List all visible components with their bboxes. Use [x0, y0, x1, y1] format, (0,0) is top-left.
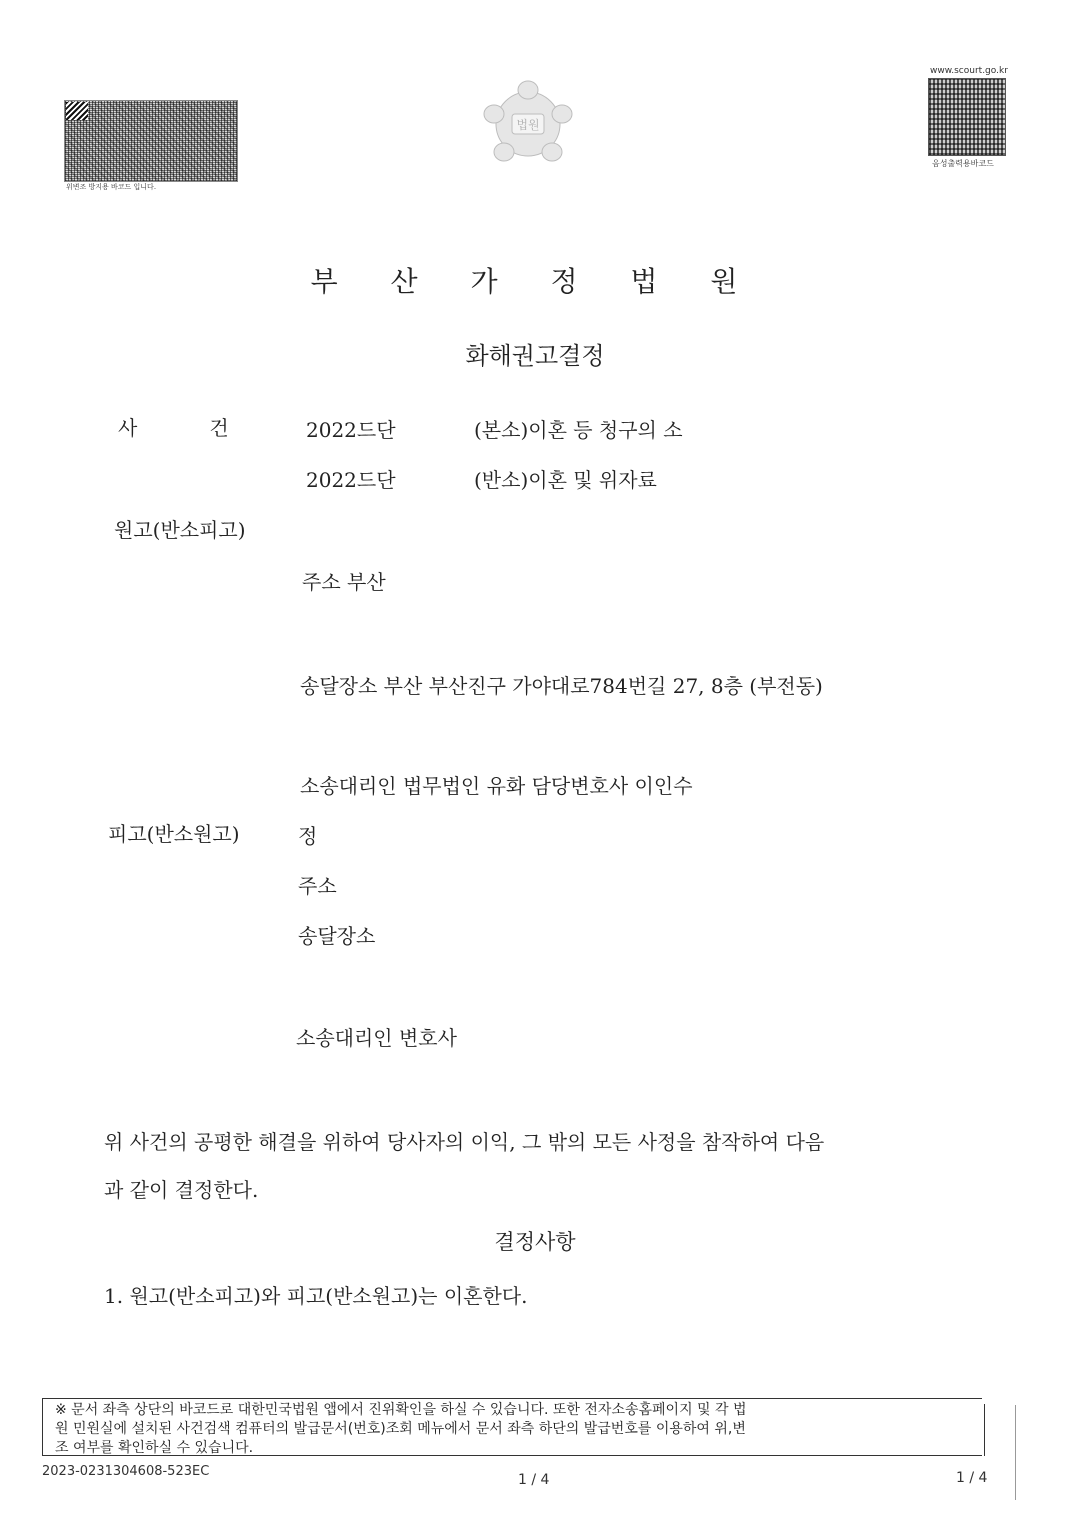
case-name-2: (반소)이혼 및 위자료: [474, 468, 657, 492]
case-label-char-2: 건: [209, 416, 229, 440]
notice-line-2: 원 민원실에 설치된 사건검색 컴퓨터의 발급문서(번호)조회 메뉴에서 문서 좌측 하단의 발급번호를 이용하여 위,변: [55, 1421, 746, 1437]
case-number-2: 2022드단: [306, 468, 396, 492]
court-emblem-icon: [472, 78, 584, 174]
case-label-char-1: 사: [118, 416, 138, 440]
decision-item-1: 1. 원고(반소피고)와 피고(반소원고)는 이혼한다.: [104, 1284, 528, 1308]
verification-notice: [42, 1398, 982, 1456]
body-line-1: 위 사건의 공평한 해결을 위하여 당사자의 이익, 그 밖의 모든 사정을 참작하여 다음: [104, 1130, 825, 1154]
case-label: [118, 412, 229, 441]
case-name-1: (본소)이혼 등 청구의 소: [474, 418, 683, 442]
case-number-1: 2022드단: [306, 418, 396, 442]
defendant-name: 정: [298, 824, 318, 848]
emblem-text: 법원: [516, 118, 540, 132]
voice-output-qr-code: [928, 78, 1006, 156]
court-name: 부 산 가 정 법 원: [310, 265, 760, 298]
barcode-caption: 위변조 방지용 바코드 입니다.: [66, 183, 157, 191]
barcode-corner-mark: [66, 102, 88, 120]
plaintiff-counsel: 소송대리인 법무법인 유화 담당변호사 이인수: [300, 774, 693, 798]
document-title: 화해권고결정: [465, 342, 605, 370]
qr-caption: 음성출력용바코드: [932, 159, 994, 168]
plaintiff-label: 원고(반소피고): [114, 518, 246, 542]
anti-forgery-barcode: [64, 100, 238, 182]
scan-edge-line: [1015, 1405, 1016, 1500]
defendant-address: 주소: [298, 874, 337, 898]
plaintiff-service-address: 송달장소 부산 부산진구 가야대로784번길 27, 8층 (부전동): [300, 674, 823, 698]
page-number-center: 1 / 4: [518, 1472, 550, 1488]
qr-url: www.scourt.go.kr: [930, 66, 1008, 76]
decision-title: 결정사항: [494, 1230, 576, 1254]
notice-line-3: 조 여부를 확인하실 수 있습니다.: [55, 1440, 254, 1456]
plaintiff-address: 주소 부산: [302, 570, 386, 594]
defendant-service-address: 송달장소: [298, 924, 376, 948]
page-number-right: 1 / 4: [956, 1470, 988, 1486]
defendant-label: 피고(반소원고): [108, 822, 240, 846]
body-line-2: 과 같이 결정한다.: [104, 1178, 259, 1202]
notice-line-1: ※ 문서 좌측 상단의 바코드로 대한민국법원 앱에서 진위확인을 하실 수 있습니다. 또한 전자소송홈페이지 및 각 법: [55, 1402, 747, 1418]
issue-number: 2023-0231304608-523EC: [42, 1464, 210, 1479]
notice-border-right: [984, 1404, 985, 1456]
defendant-counsel: 소송대리인 변호사: [296, 1026, 457, 1050]
